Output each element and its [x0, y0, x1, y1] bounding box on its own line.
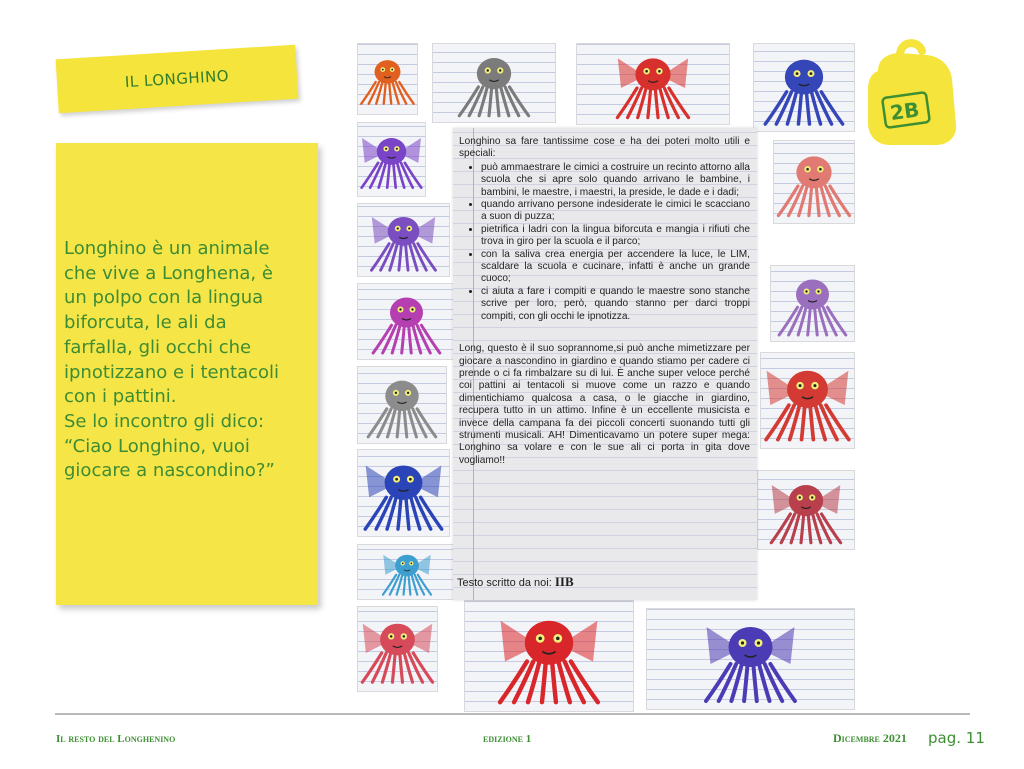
- octopus-sketch: [761, 353, 854, 448]
- drawing-light-purple-octopus: [770, 265, 855, 342]
- drawing-orange-octopus: [357, 43, 418, 115]
- octopus-sketch: [774, 141, 854, 223]
- story-paragraph: Long, questo è il suo soprannome,si può anche mimetizzare per giocare a nascondino in giardino e quando stiamo per cadere ci prende o ci fa rimbalzare su di lui. È anche super veloce perché coi pattini ai tentacoli si muove come un razzo e quando dimentichiamo qualcosa a casa, o le giacche in giardino, recupera tutto in un attimo. Infine è un eccellente musicista e invece della campana fa dei piccoli concerti suonando tutti gli strumenti musicali. AH! Dimenticavamo un potere super mega: Longhino sa volare e con le sue ali ci porta in gita dove vogliamo!!: [459, 343, 750, 466]
- footer-date: Dicembre 2021: [833, 731, 907, 745]
- octopus-sketch: [358, 367, 446, 443]
- badge-label: 2B: [888, 97, 921, 126]
- octopus-sketch: [358, 44, 417, 114]
- drawing-gray-octopus: [432, 43, 556, 123]
- octopus-sketch: [358, 204, 449, 276]
- footer-edition: edizione 1: [483, 733, 532, 745]
- story-intro: Longhino sa fare tantissime cose e ha dei poteri molto utili e speciali:: [459, 136, 750, 160]
- powers-list: [459, 162, 750, 323]
- drawing-magenta-octopus: [357, 283, 456, 360]
- footer-publication-name: Il resto del Longhenino: [56, 733, 176, 745]
- story-document-photo: [453, 128, 757, 600]
- drawing-blue-purple-winged-octopus: [646, 608, 855, 710]
- page-title-banner: [56, 45, 299, 114]
- signature-class: IIB: [554, 574, 574, 589]
- octopus-sketch: [465, 601, 633, 711]
- octopus-sketch: [754, 44, 854, 131]
- octopus-sketch: [758, 471, 854, 549]
- story-text: [459, 136, 750, 467]
- drawing-brown-winged-creature: [757, 470, 855, 550]
- footer-divider: [55, 713, 970, 715]
- class-badge: [860, 33, 960, 153]
- drawing-blue-red-winged-octopus: [357, 449, 450, 537]
- drawing-purple-octopus: [357, 122, 426, 197]
- octopus-sketch: [771, 266, 854, 341]
- drawing-red-winged-octopus: [576, 43, 730, 125]
- drawing-pencil-octopus: [357, 366, 447, 444]
- drawing-violet-winged-octopus: [357, 203, 450, 277]
- intro-text: Longhino è un animale che vive a Longhena, è un polpo con la lingua biforcuta, le ali da farfalla, gli occhi che ipnotizzano e i tentacoli con i pattini. Se lo incontro gli dico: “Ciao Longhino, vuoi giocare a nascondino?”: [64, 238, 280, 482]
- power-item: • con la saliva crea energia per accendere la luce, le LIM, scaldare la scuola e cucinare, infatti è anche un grande cuoco;: [481, 249, 750, 286]
- power-item: • pietrifica i ladri con la lingua biforcuta e mangia i rifiuti che trova in giro per la scuola e il parco;: [481, 224, 750, 249]
- page-title: IL LONGHINO: [124, 66, 230, 92]
- drawing-pink-octopus: [357, 606, 438, 692]
- signature-label: Testo scritto da noi:: [457, 577, 552, 589]
- power-item: • può ammaestrare le cimici a costruire un recinto attorno alla scuola che si apre solo quando arrivano le bambine, i bambini, le maestre, i maestri, la preside, le dade e i dadi;: [481, 162, 750, 199]
- signature: [457, 574, 574, 590]
- power-item: • quando arrivano persone indesiderate le cimici le scacciano a suon di puzza;: [481, 199, 750, 224]
- octopus-sketch: [647, 609, 854, 709]
- drawing-light-blue-octopus: [357, 544, 457, 600]
- octopus-sketch: [433, 44, 555, 122]
- octopus-sketch: [358, 545, 456, 599]
- octopus-sketch: [577, 44, 729, 124]
- drawing-blue-octopus: [753, 43, 855, 132]
- power-item: • ci aiuta a fare i compiti e quando le maestre sono stanche scrive per loro, però, quando stanno per darci troppi compiti, con gli occhi le ipnotizza.: [481, 286, 750, 323]
- footer-page-number: pag. 11: [928, 729, 985, 747]
- octopus-sketch: [358, 607, 437, 691]
- octopus-sketch: [358, 284, 455, 359]
- intro-text-box: [56, 143, 318, 605]
- drawing-pale-red-octopus: [773, 140, 855, 224]
- drawing-red-octopus-yellow-wing: [760, 352, 855, 449]
- octopus-sketch: [358, 123, 425, 196]
- drawing-red-octopus-dark-wings: [464, 600, 634, 712]
- octopus-sketch: [358, 450, 449, 536]
- backpack-icon: [860, 33, 960, 153]
